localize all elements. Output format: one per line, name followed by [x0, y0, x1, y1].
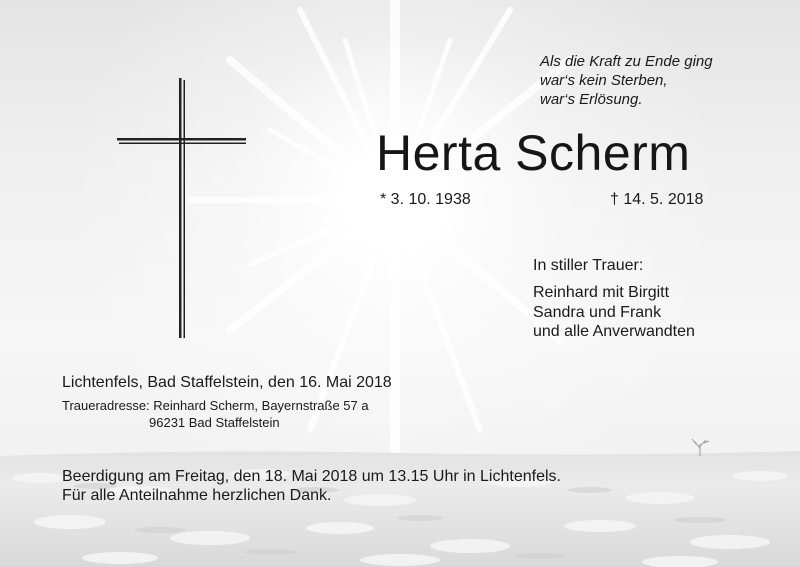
death-date: † 14. 5. 2018 [610, 191, 704, 208]
place-date: Lichtenfels, Bad Staffelstein, den 16. Mai 2018 [62, 374, 392, 391]
poem [540, 52, 713, 109]
poem-line: war‘s kein Sterben, [540, 72, 668, 89]
funeral-notice [62, 467, 561, 505]
birth-date: * 3. 10. 1938 [380, 191, 471, 208]
mourner-line: Reinhard mit Birgitt [533, 284, 670, 301]
mourning-address-city: 96231 Bad Staffelstein [149, 415, 280, 430]
mourner-line: und alle Anverwandten [533, 323, 695, 340]
thanks-line: Für alle Anteilnahme herzlichen Dank. [62, 487, 332, 504]
mourning-address: Traueradresse: Reinhard Scherm, Bayernstraße 57 a [62, 398, 369, 413]
poem-line: war‘s Erlösung. [540, 91, 643, 108]
mourning-heading: In stiller Trauer: [533, 257, 644, 274]
deceased-name: Herta Scherm [376, 125, 691, 181]
mourner-line: Sandra und Frank [533, 303, 662, 321]
poem-line: Als die Kraft zu Ende ging [540, 53, 713, 70]
mourners-list [533, 283, 695, 342]
funeral-details: Beerdigung am Freitag, den 18. Mai 2018 um 13.15 Uhr in Lichtenfels. [62, 468, 561, 485]
